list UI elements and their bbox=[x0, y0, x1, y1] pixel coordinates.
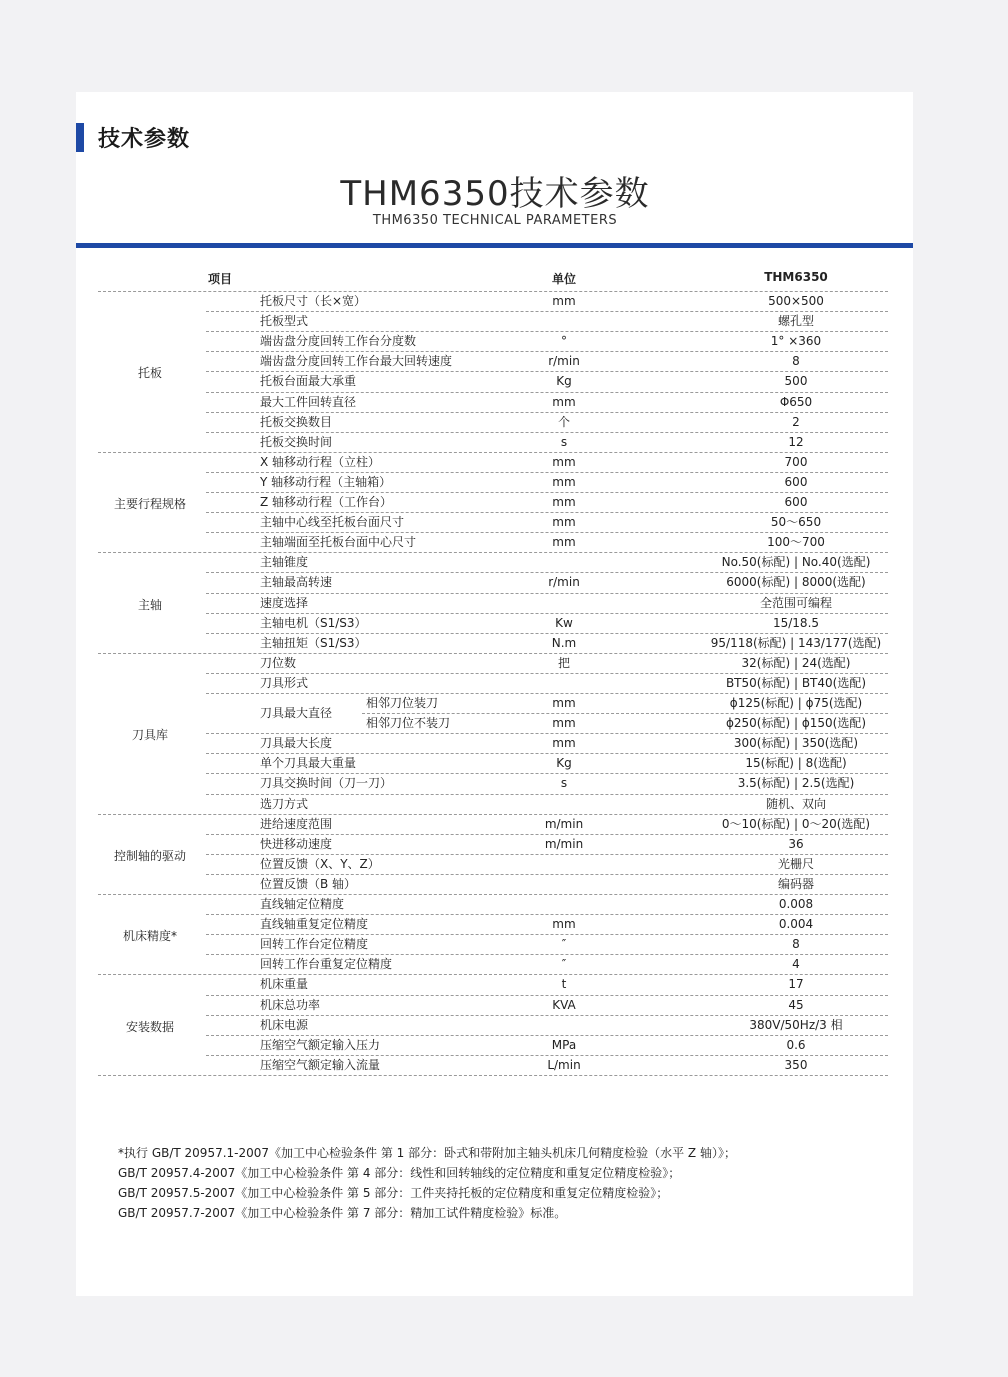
row-value: 4 bbox=[792, 957, 800, 972]
row-subitem: 相邻刀位不装刀 bbox=[366, 716, 451, 731]
row-value: 6000(标配) | 8000(选配) bbox=[726, 575, 866, 590]
row-unit: 个 bbox=[557, 414, 570, 429]
row-value: Φ650 bbox=[779, 394, 813, 409]
row-unit: Kg bbox=[556, 374, 572, 389]
row-unit: 把 bbox=[557, 655, 570, 670]
row-unit: mm bbox=[552, 454, 576, 469]
col-header-unit: 单位 bbox=[551, 272, 576, 286]
row-value: 0.008 bbox=[778, 897, 814, 911]
row-unit: mm bbox=[552, 696, 576, 710]
row-item: 直线轴重复定位精度 bbox=[260, 917, 369, 932]
footnote-line: GB/T 20957.7-2007《加工中心检验条件 第 7 部分：精加工试件精度检验》标准。 bbox=[118, 1206, 567, 1220]
row-value: 36 bbox=[788, 836, 804, 851]
table-row bbox=[0, 673, 1008, 693]
row-value: 50～650 bbox=[770, 515, 822, 530]
row-item: 进给速度范围 bbox=[260, 816, 333, 831]
row-item: 主轴锥度 bbox=[260, 555, 309, 570]
table-row bbox=[0, 1055, 1008, 1075]
row-item: 机床电源 bbox=[260, 1017, 309, 1032]
category-label: 托板 bbox=[137, 366, 162, 381]
row-value: 500 bbox=[784, 374, 808, 389]
table-row bbox=[0, 412, 1008, 432]
row-unit: mm bbox=[552, 495, 576, 509]
table-row bbox=[0, 613, 1008, 633]
row-unit: s bbox=[560, 776, 568, 791]
row-value: ϕ250(标配) | ϕ150(选配) bbox=[725, 716, 867, 731]
category-label: 机床精度* bbox=[122, 929, 177, 944]
row-value: 随机、双向 bbox=[765, 796, 826, 811]
category-label: 刀具库 bbox=[131, 728, 168, 743]
category-label: 主要行程规格 bbox=[113, 497, 186, 512]
row-item: 托板型式 bbox=[260, 314, 309, 329]
table-row bbox=[0, 653, 1008, 673]
table-row bbox=[0, 452, 1008, 472]
table-row bbox=[0, 693, 1008, 720]
row-item: 主轴扭矩（S1/S3） bbox=[260, 635, 367, 650]
row-unit: r/min bbox=[548, 354, 580, 369]
col-header-model: THM6350 bbox=[764, 270, 828, 284]
row-value: 45 bbox=[788, 997, 804, 1012]
row-unit: ″ bbox=[561, 957, 567, 972]
row-item: 最大工件回转直径 bbox=[260, 394, 357, 409]
row-value: 380V/50Hz/3 相 bbox=[749, 1017, 843, 1032]
category-label: 控制轴的驱动 bbox=[113, 848, 186, 863]
row-unit: mm bbox=[552, 294, 576, 308]
table-row bbox=[0, 432, 1008, 452]
section-header bbox=[76, 123, 190, 152]
table-row bbox=[0, 532, 1008, 552]
row-unit: L/min bbox=[547, 1057, 581, 1072]
row-value: 300(标配) | 350(选配) bbox=[733, 736, 859, 751]
footnote-line: GB/T 20957.5-2007《加工中心检验条件 第 5 部分：工件夹持托板的定位精度和重复定位精度检验》； bbox=[118, 1186, 669, 1200]
table-row bbox=[0, 954, 1008, 974]
row-unit: m/min bbox=[544, 836, 584, 851]
row-value: 12 bbox=[788, 434, 804, 449]
row-value: No.50(标配) | No.40(选配) bbox=[721, 555, 871, 570]
row-unit: KVA bbox=[552, 997, 576, 1012]
row-value: 8 bbox=[792, 354, 800, 369]
row-item: 快进移动速度 bbox=[260, 836, 333, 851]
table-row bbox=[0, 572, 1008, 592]
row-value: ϕ125(标配) | ϕ75(选配) bbox=[729, 696, 863, 710]
row-item: 主轴端面至托板台面中心尺寸 bbox=[260, 535, 417, 550]
row-value: 3.5(标配) | 2.5(选配) bbox=[737, 776, 855, 791]
row-value: 编码器 bbox=[777, 876, 814, 891]
row-unit: mm bbox=[552, 736, 576, 751]
table-row bbox=[0, 331, 1008, 351]
row-item: 端齿盘分度回转工作台最大回转速度 bbox=[260, 354, 453, 369]
row-unit: Kg bbox=[556, 756, 572, 771]
row-item: 直线轴定位精度 bbox=[260, 897, 345, 911]
sub-title: THM6350 TECHNICAL PARAMETERS bbox=[372, 213, 618, 228]
row-value: 600 bbox=[784, 495, 808, 509]
table-row bbox=[0, 974, 1008, 994]
footnote-line: GB/T 20957.4-2007《加工中心检验条件 第 4 部分：线性和回转轴线的定位精度和重复定位精度检验》； bbox=[118, 1166, 681, 1180]
table-row bbox=[0, 392, 1008, 412]
row-item: 托板交换时间 bbox=[260, 434, 333, 449]
footnotes bbox=[118, 1143, 736, 1223]
row-unit: Kw bbox=[555, 615, 573, 630]
row-item: 压缩空气额定输入流量 bbox=[260, 1057, 381, 1072]
row-item: Y 轴移动行程（主轴箱） bbox=[260, 474, 392, 489]
section-title: 技术参数 bbox=[98, 127, 191, 152]
row-unit: ° bbox=[561, 334, 567, 349]
table-row bbox=[0, 995, 1008, 1015]
row-unit: mm bbox=[552, 716, 576, 731]
row-item: 端齿盘分度回转工作台分度数 bbox=[260, 334, 417, 349]
row-unit: N.m bbox=[551, 635, 577, 650]
table-row bbox=[0, 773, 1008, 793]
row-value: 2 bbox=[792, 414, 800, 429]
row-unit: mm bbox=[552, 394, 576, 409]
col-header-item: 项目 bbox=[208, 272, 233, 286]
main-title: THM6350技术参数 bbox=[340, 174, 650, 214]
row-unit: s bbox=[560, 434, 568, 449]
row-item: 单个刀具最大重量 bbox=[260, 756, 357, 771]
row-item: 选刀方式 bbox=[260, 796, 309, 811]
row-value: 15(标配) | 8(选配) bbox=[745, 756, 847, 771]
table-row bbox=[0, 894, 1008, 914]
row-item: 主轴电机（S1/S3） bbox=[260, 615, 367, 630]
table-row bbox=[0, 552, 1008, 572]
row-item: 机床重量 bbox=[260, 977, 309, 992]
row-item: 位置反馈（X、Y、Z） bbox=[260, 856, 380, 871]
row-unit: r/min bbox=[548, 575, 580, 590]
row-unit: mm bbox=[552, 515, 576, 530]
row-value: 螺孔型 bbox=[777, 314, 814, 329]
table-row bbox=[0, 1035, 1008, 1055]
row-value: 100～700 bbox=[767, 535, 825, 550]
row-item: 刀具交换时间（刀一刀） bbox=[260, 776, 393, 791]
table-row bbox=[0, 794, 1008, 814]
row-item: 主轴最高转速 bbox=[260, 575, 333, 590]
section-accent-bar bbox=[76, 123, 84, 152]
row-item: 托板尺寸（长×宽） bbox=[260, 294, 367, 308]
row-item: 托板台面最大承重 bbox=[260, 374, 357, 389]
row-item: 主轴中心线至托板台面尺寸 bbox=[260, 515, 405, 530]
row-unit: mm bbox=[552, 917, 576, 932]
table-row bbox=[0, 633, 1008, 653]
category-divider bbox=[98, 1075, 888, 1076]
row-value: 8 bbox=[792, 937, 800, 952]
row-value: 17 bbox=[788, 977, 804, 992]
table-row bbox=[0, 472, 1008, 492]
row-value: 500×500 bbox=[768, 294, 824, 308]
row-unit: mm bbox=[552, 474, 576, 489]
row-item: 托板交换数目 bbox=[260, 414, 333, 429]
row-value: 0.004 bbox=[778, 917, 814, 932]
row-value: 15/18.5 bbox=[772, 615, 820, 630]
table-row bbox=[0, 814, 1008, 834]
row-item: 回转工作台重复定位精度 bbox=[260, 957, 393, 972]
row-item: 机床总功率 bbox=[260, 997, 321, 1012]
table-row bbox=[0, 874, 1008, 894]
row-unit: m/min bbox=[544, 816, 584, 831]
row-item: X 轴移动行程（立柱） bbox=[260, 454, 381, 469]
row-item: Z 轴移动行程（工作台） bbox=[260, 495, 393, 509]
row-item: 刀位数 bbox=[260, 655, 297, 670]
header-divider bbox=[76, 243, 913, 248]
row-item: 刀具最大直径 bbox=[260, 706, 333, 720]
row-value: BT50(标配) | BT40(选配) bbox=[725, 675, 867, 690]
row-value: 350 bbox=[784, 1057, 808, 1072]
row-item: 速度选择 bbox=[260, 595, 309, 610]
table-row bbox=[0, 311, 1008, 331]
row-value: 700 bbox=[784, 454, 808, 469]
category-label: 安装数据 bbox=[125, 1019, 174, 1034]
table-row bbox=[0, 753, 1008, 773]
row-unit: t bbox=[561, 977, 567, 992]
row-value: 0～10(标配) | 0～20(选配) bbox=[721, 816, 871, 831]
row-unit: mm bbox=[552, 535, 576, 550]
table-row bbox=[0, 291, 1008, 311]
row-value: 1° ×360 bbox=[770, 334, 822, 349]
category-label: 主轴 bbox=[137, 597, 162, 612]
row-unit: MPa bbox=[551, 1037, 577, 1052]
row-unit: ″ bbox=[561, 937, 567, 952]
row-value: 全范围可编程 bbox=[759, 595, 832, 610]
footnote-line: *执行 GB/T 20957.1-2007《加工中心检验条件 第 1 部分：卧式和带附加主轴头机床几何精度检验（水平 Z 轴）》； bbox=[118, 1146, 736, 1160]
row-value: 0.6 bbox=[786, 1037, 806, 1052]
table-row bbox=[0, 512, 1008, 532]
row-subitem: 相邻刀位装刀 bbox=[366, 696, 439, 710]
row-value: 32(标配) | 24(选配) bbox=[741, 655, 851, 670]
row-value: 600 bbox=[784, 474, 808, 489]
row-item: 位置反馈（B 轴） bbox=[260, 876, 357, 891]
row-item: 压缩空气额定输入压力 bbox=[260, 1037, 381, 1052]
row-item: 刀具形式 bbox=[260, 675, 309, 690]
row-value: 95/118(标配) | 143/177(选配) bbox=[710, 635, 882, 650]
row-value: 光栅尺 bbox=[777, 856, 814, 871]
row-item: 刀具最大长度 bbox=[260, 736, 333, 751]
row-item: 回转工作台定位精度 bbox=[260, 937, 369, 952]
